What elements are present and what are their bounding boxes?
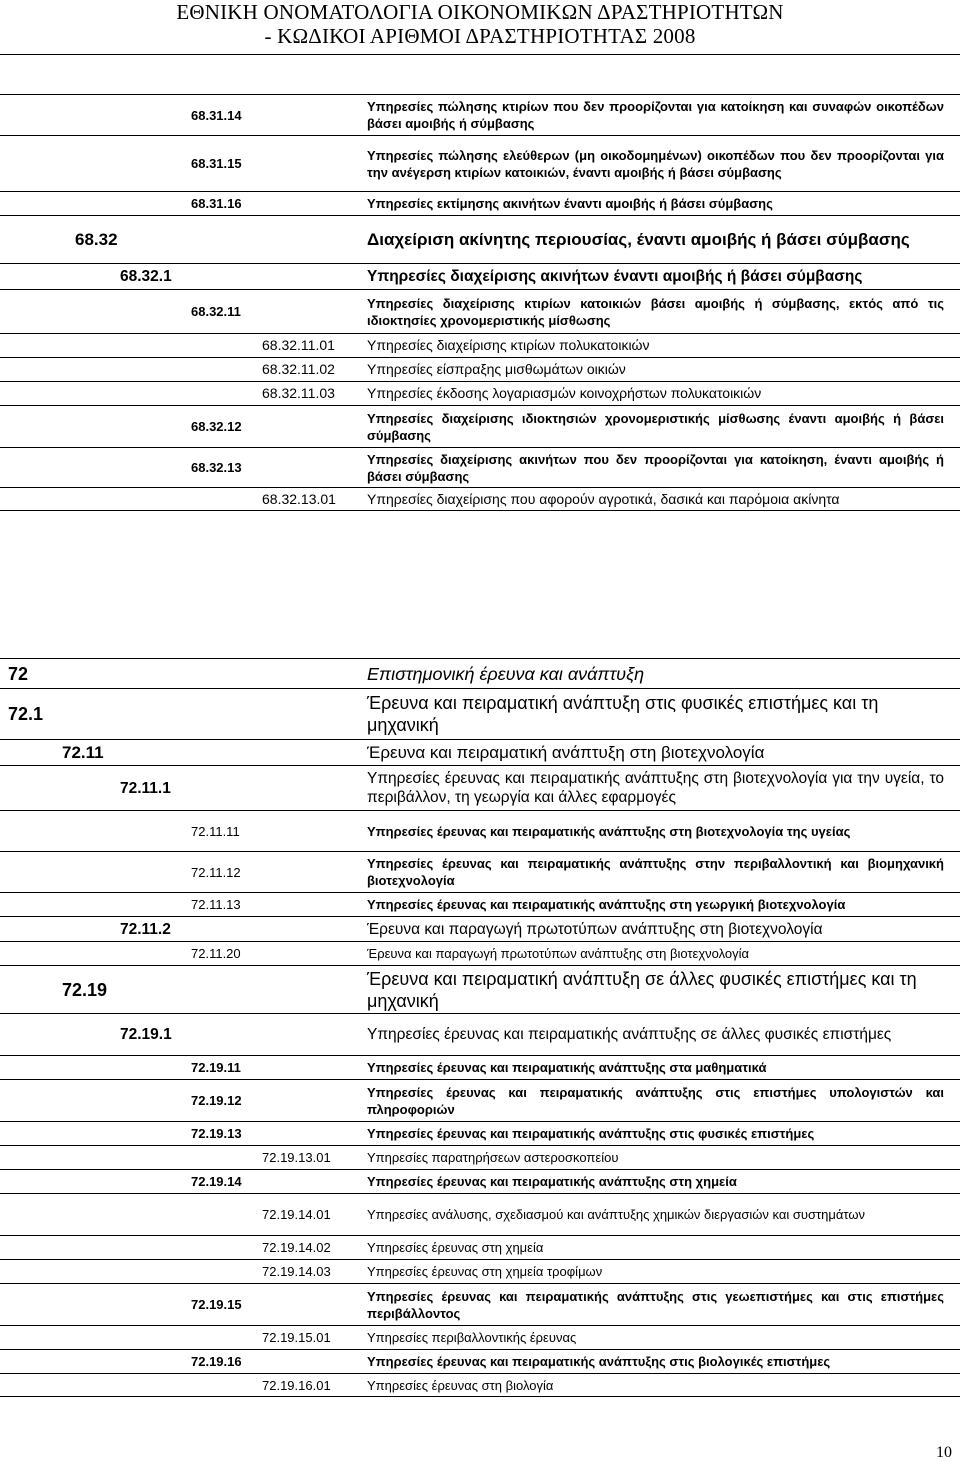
row-code: 72.11.12: [191, 864, 241, 880]
row-text: Έρευνα και παραγωγή πρωτοτύπων ανάπτυξης στη βιοτεχνολογία: [367, 920, 823, 938]
table-row: [0, 135, 960, 191]
table-row: [0, 1235, 960, 1259]
table-row: [0, 1169, 960, 1193]
table-row: [0, 765, 960, 810]
header-rule: [0, 54, 960, 55]
code-table-68: [0, 94, 960, 511]
table-row: [0, 191, 960, 215]
row-code: 72.19.11: [191, 1060, 241, 1075]
row-text: Υπηρεσίες έκδοσης λογαριασμών κοινοχρήστων πολυκατοικιών: [367, 385, 762, 401]
row-code: 72.19.14: [191, 1174, 242, 1189]
row-text: Επιστημονική έρευνα και ανάπτυξη: [367, 663, 645, 684]
table-row: [0, 1013, 960, 1055]
row-text: Υπηρεσίες έρευνας στη χημεία τροφίμων: [367, 1264, 603, 1279]
table-row: [0, 1325, 960, 1349]
table-row: [0, 357, 960, 381]
row-text: Έρευνα και παραγωγή πρωτοτύπων ανάπτυξης στη βιοτεχνολογία: [367, 946, 750, 961]
row-code: 72.19.12: [191, 1093, 242, 1108]
table-row: [0, 810, 960, 851]
row-text: Υπηρεσίες έρευνας και πειραματικής ανάπτυξης στην περιβαλλοντική και βιομηχανική βιοτεχνολογία: [367, 856, 944, 888]
table-row: [0, 658, 960, 688]
row-text: Υπηρεσίες διαχείρισης ακινήτων που δεν προορίζονται για κατοίκηση, έναντι αμοιβής ή βάσει σύμβασης: [367, 451, 944, 484]
row-text: Υπηρεσίες έρευνας και πειραματικής ανάπτυξης στις βιολογικές επιστήμες: [367, 1354, 831, 1369]
table-row: [0, 289, 960, 333]
row-code: 68.32.1: [120, 268, 172, 285]
row-code: 68.32: [75, 229, 118, 249]
row-code: 68.32.12: [191, 419, 242, 434]
row-code: 72.19.13.01: [262, 1150, 331, 1165]
page-header: [0, 0, 960, 48]
table-row: [0, 1079, 960, 1121]
row-code: 68.32.11: [191, 304, 241, 319]
row-code: 72.19.14.03: [262, 1264, 331, 1279]
row-code: 72.19.15.01: [262, 1330, 331, 1345]
header-subtitle: - ΚΩΔΙΚΟΙ ΑΡΙΘΜΟΙ ΔΡΑΣΤΗΡΙΟΤΗΤΑΣ 2008: [264, 24, 696, 48]
table-row: [0, 1283, 960, 1325]
row-code: 72.19.14.02: [262, 1240, 331, 1255]
row-text: Υπηρεσίες ανάλυσης, σχεδιασμού και ανάπτυξης χημικών διεργασιών και συστημάτων: [367, 1207, 866, 1222]
code-table-72: [0, 658, 960, 1397]
row-code: 72.1: [8, 704, 44, 724]
row-code: 68.32.13.01: [262, 490, 336, 507]
row-code: 72.11.20: [191, 946, 241, 961]
row-text: Υπηρεσίες έρευνας και πειραματικής ανάπτυξης στις επιστήμες υπολογιστών και πληροφοριών: [367, 1084, 944, 1117]
row-code: 72.11.11: [191, 823, 240, 839]
row-text: Υπηρεσίες διαχείρισης ακινήτων έναντι αμοιβής ή βάσει σύμβασης: [367, 268, 863, 285]
row-text: Υπηρεσίες εκτίμησης ακινήτων έναντι αμοιβής ή βάσει σύμβασης: [367, 196, 773, 211]
row-text: Υπηρεσίες περιβαλλοντικής έρευνας: [367, 1330, 577, 1345]
row-text: Έρευνα και πειραματική ανάπτυξη σε άλλες φυσικές επιστήμες και τη μηχανική: [367, 968, 917, 1011]
row-code: 72.11.1: [120, 779, 171, 797]
row-code: 72.19.14.01: [262, 1207, 331, 1222]
row-text: Διαχείριση ακίνητης περιουσίας, έναντι αμοιβής ή βάσει σύμβασης: [367, 229, 910, 249]
row-text: Υπηρεσίες έρευνας και πειραματικής ανάπτυξης στη βιοτεχνολογία της υγείας: [367, 823, 851, 839]
row-code: 68.31.15: [191, 156, 242, 171]
row-code: 68.32.11.01: [262, 337, 335, 353]
row-code: 72: [8, 663, 29, 684]
row-code: 68.32.11.02: [262, 361, 335, 377]
table-row: [0, 851, 960, 892]
header-title: ΕΘΝΙΚΗ ΟΝΟΜΑΤΟΛΟΓΙΑ ΟΙΚΟΝΟΜΙΚΩΝ ΔΡΑΣΤΗΡΙΟΤΗΤΩΝ: [176, 0, 784, 24]
table-row: [0, 1349, 960, 1373]
table-row: [0, 892, 960, 916]
row-code: 68.31.16: [191, 196, 242, 211]
row-text: Υπηρεσίες έρευνας και πειραματικής ανάπτυξης στις γεωεπιστήμες και στις επιστήμες περιβάλλοντος: [367, 1288, 944, 1321]
row-code: 72.19.15: [191, 1297, 242, 1312]
table-row: [0, 447, 960, 487]
row-text: Υπηρεσίες είσπραξης μισθωμάτων οικιών: [367, 361, 626, 377]
row-text: Υπηρεσίες διαχείρισης κτιρίων πολυκατοικιών: [367, 337, 650, 353]
row-code: 72.19.16.01: [262, 1377, 331, 1393]
table-row: [0, 405, 960, 447]
row-text: Υπηρεσίες πώλησης κτιρίων που δεν προορίζονται για κατοίκηση και συναφών οικοπέδων βάσει αμοιβής ή σύμβασης: [367, 99, 944, 131]
row-text: Υπηρεσίες έρευνας και πειραματικής ανάπτυξης στις φυσικές επιστήμες: [367, 1126, 815, 1141]
row-code: 72.11.13: [191, 897, 241, 912]
row-text: Υπηρεσίες παρατηρήσεων αστεροσκοπείου: [367, 1150, 619, 1165]
row-text: Υπηρεσίες έρευνας και πειραματικής ανάπτυξης στα μαθηματικά: [367, 1060, 767, 1075]
row-text: Υπηρεσίες διαχείρισης που αφορούν αγροτικά, δασικά και παρόμοια ακίνητα: [367, 490, 840, 507]
table-row: [0, 215, 960, 263]
table-row: [0, 1055, 960, 1079]
row-text: Υπηρεσίες πώλησης ελεύθερων (μη οικοδομημένων) οικοπέδων που δεν προορίζονται για την ανέγερση κτιρίων κατοικιών, έναντι αμοιβής ή βάσει σύμβασης: [367, 147, 944, 180]
row-code: 68.32.13: [191, 460, 242, 475]
row-code: 68.31.14: [191, 107, 242, 123]
row-text: Υπηρεσίες έρευνας και πειραματικής ανάπτυξης σε άλλες φυσικές επιστήμες: [367, 1026, 892, 1043]
table-row: [0, 487, 960, 511]
row-text: Υπηρεσίες διαχείρισης ιδιοκτησιών χρονομεριστικής μίσθωσης έναντι αμοιβής ή βάσει σύμβασης: [367, 410, 944, 443]
table-row: [0, 916, 960, 941]
table-row: [0, 965, 960, 1013]
table-row: [0, 333, 960, 357]
table-row: [0, 263, 960, 289]
table-row: [0, 941, 960, 965]
row-code: 72.19.13: [191, 1126, 242, 1141]
row-text: Υπηρεσίες έρευνας στη χημεία: [367, 1240, 544, 1255]
row-text: Υπηρεσίες διαχείρισης κτιρίων κατοικιών βάσει αμοιβής ή σύμβασης, εκτός από τις ιδιοκτησίες χρονομεριστικής μίσθωσης: [367, 295, 944, 328]
table-row: [0, 94, 960, 135]
row-text: Υπηρεσίες έρευνας και πειραματικής ανάπτυξης στη βιοτεχνολογία για την υγεία, το περιβάλλον, τη γεωργία και άλλες εφαρμογές: [367, 770, 944, 806]
table-row: [0, 1121, 960, 1145]
row-code: 72.11: [62, 742, 104, 762]
row-text: Υπηρεσίες έρευνας και πειραματικής ανάπτυξης στη γεωργική βιοτεχνολογία: [367, 897, 846, 912]
table-row: [0, 1145, 960, 1169]
table-row: [0, 688, 960, 739]
row-code: 72.19: [62, 979, 108, 1000]
row-text: Έρευνα και πειραματική ανάπτυξη στη βιοτεχνολογία: [367, 742, 765, 762]
row-text: Υπηρεσίες έρευνας και πειραματικής ανάπτυξης στη χημεία: [367, 1174, 737, 1189]
row-text: Έρευνα και πειραματική ανάπτυξη στις φυσικές επιστήμες και τη μηχανική: [367, 693, 879, 735]
row-code: 72.19.1: [120, 1026, 172, 1043]
row-code: 72.11.2: [120, 920, 171, 938]
row-code: 68.32.11.03: [262, 385, 335, 401]
table-row: [0, 1259, 960, 1283]
row-code: 72.19.16: [191, 1354, 242, 1369]
page-number: 10: [936, 1444, 952, 1461]
table-row: [0, 739, 960, 765]
table-row: [0, 1193, 960, 1235]
table-row: [0, 1373, 960, 1397]
table-row: [0, 381, 960, 405]
row-text: Υπηρεσίες έρευνας στη βιολογία: [367, 1377, 554, 1393]
